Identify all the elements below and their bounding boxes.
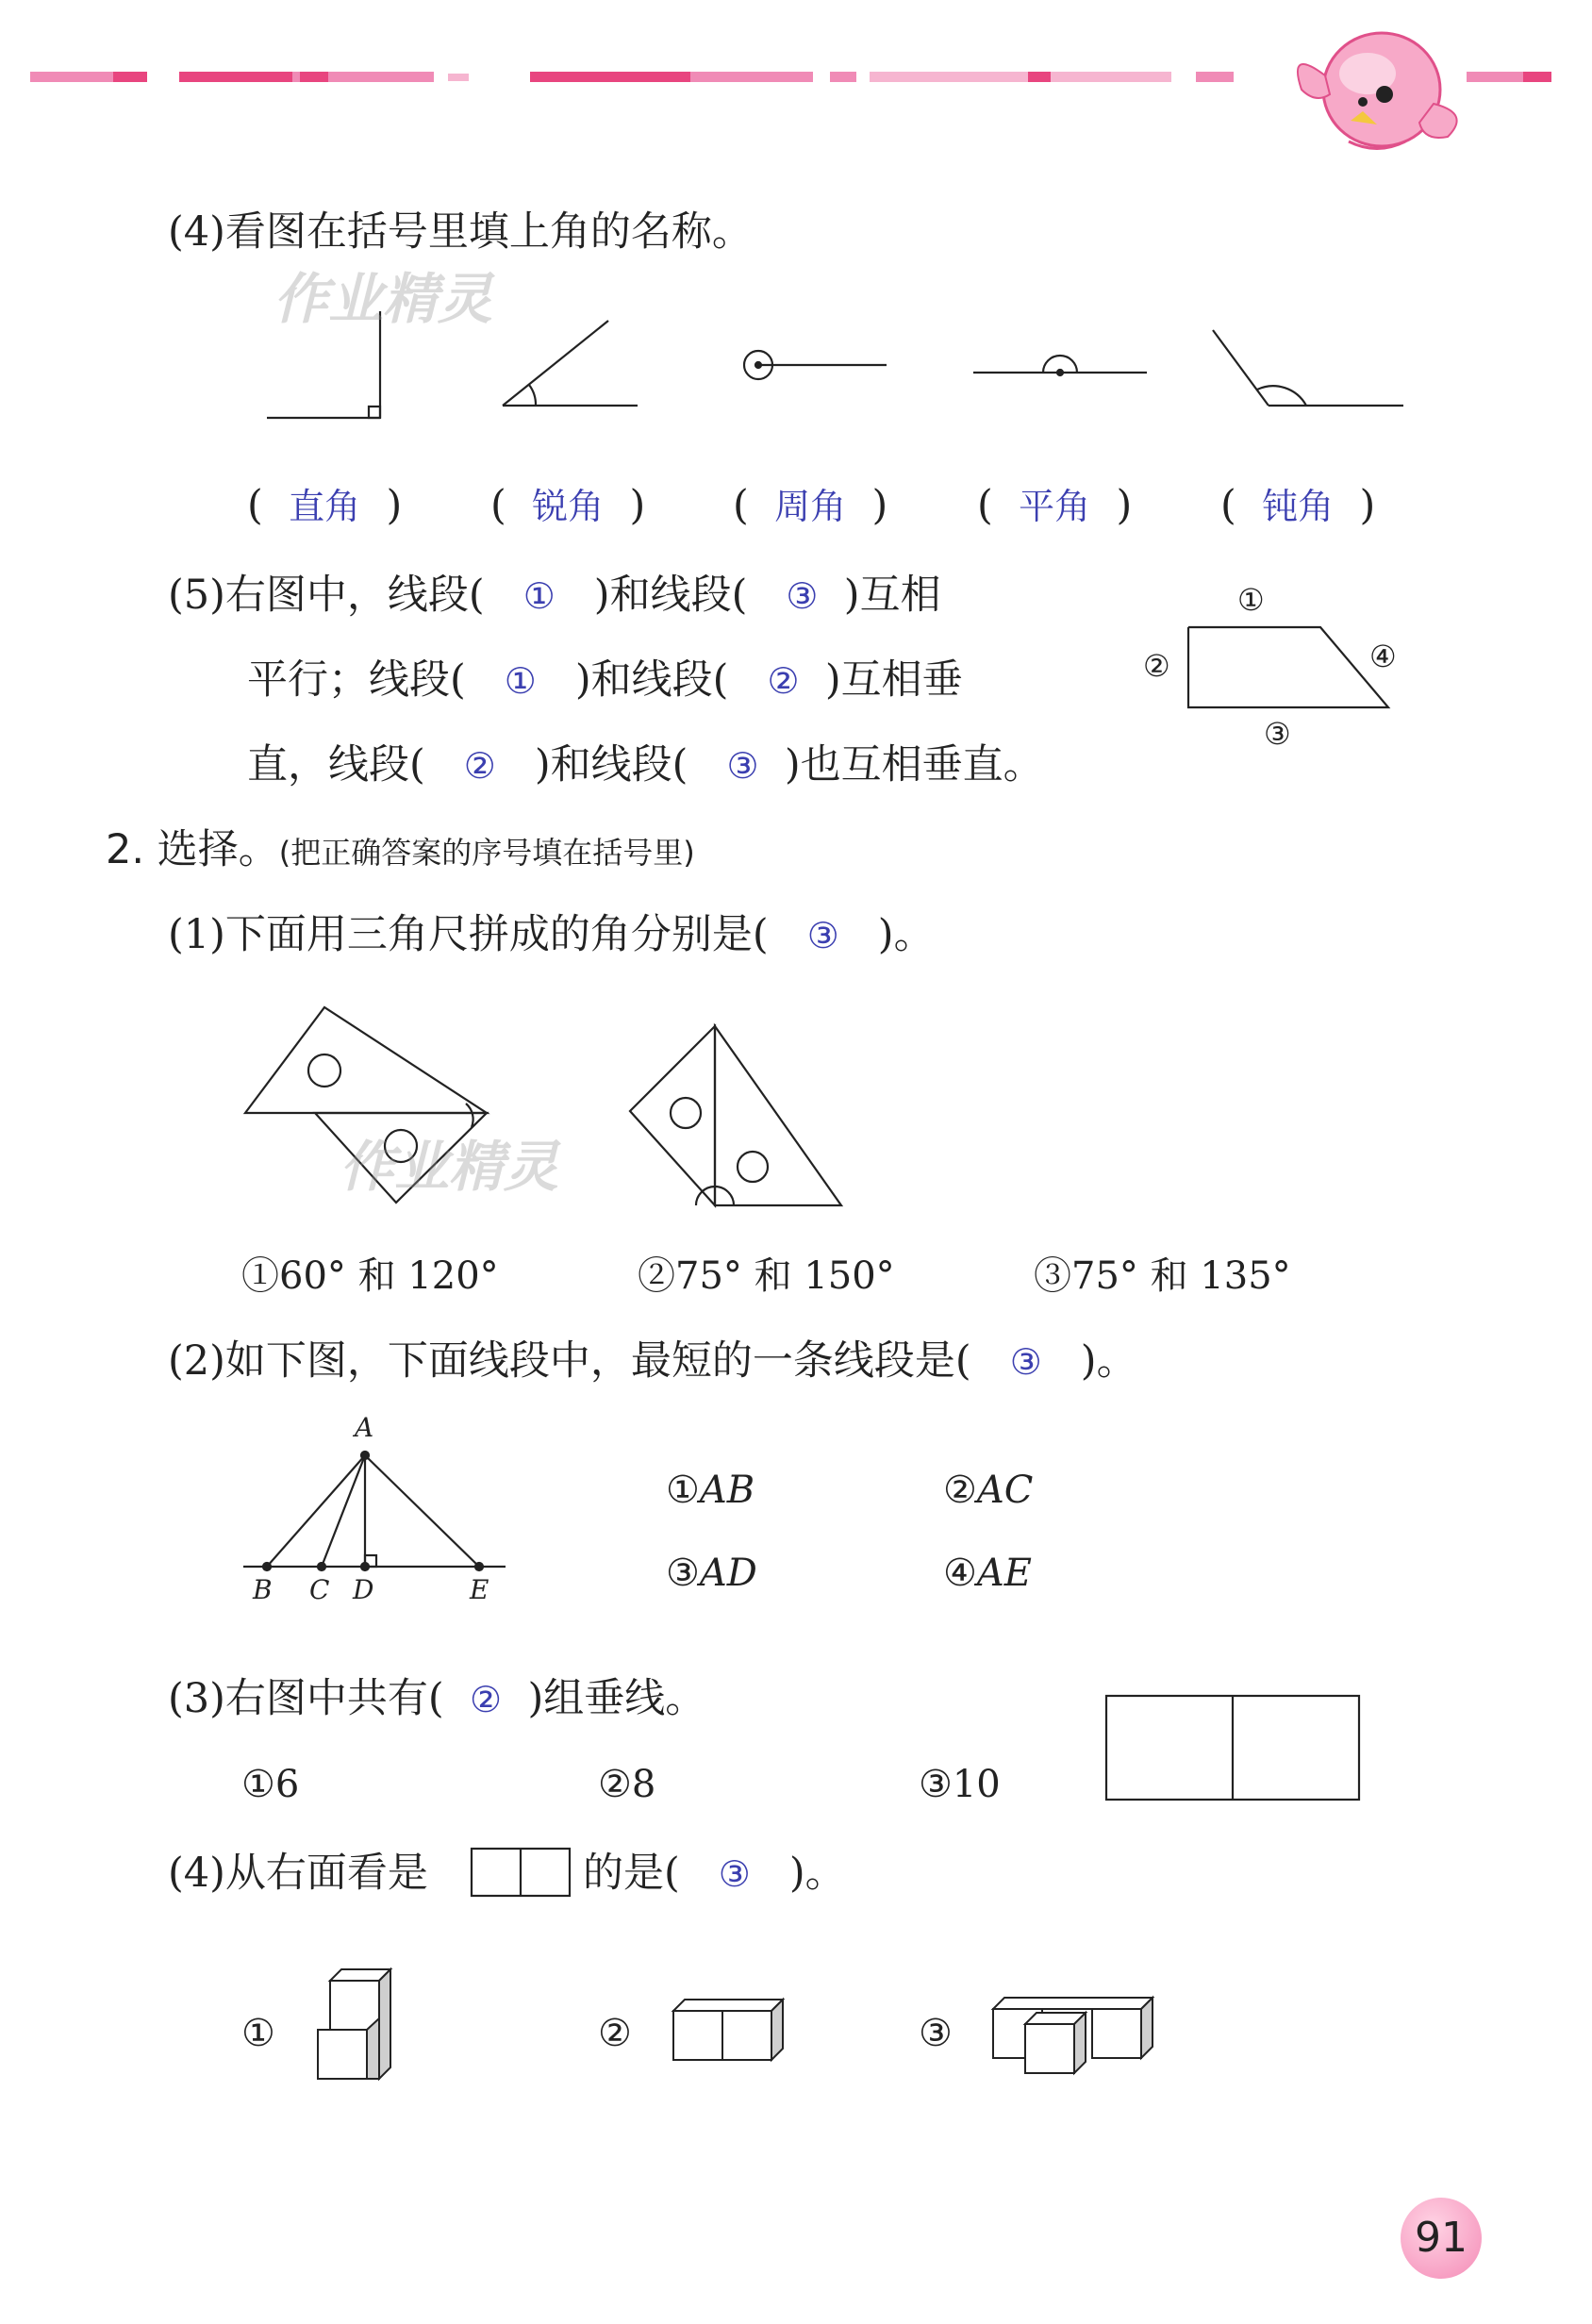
trapezoid-label-2: ②: [1143, 648, 1170, 684]
c2-option-4-num: ④: [943, 1552, 977, 1595]
c2-option-3-num: ③: [666, 1552, 700, 1595]
c2-option-2-seg: AC: [976, 1469, 1034, 1512]
q5-l2-a: 平行；线段(: [247, 656, 466, 704]
q5-l2-b: )和线段(: [574, 656, 729, 704]
bird-icon: [1298, 33, 1457, 149]
section2-number: 2.: [106, 826, 145, 873]
q5-l3-ans2: ③: [726, 745, 759, 787]
section2-header: [106, 826, 695, 873]
q5-l3-ans1: ②: [463, 745, 496, 787]
c4-option-1: ①: [241, 2012, 275, 2055]
c3-prompt-a: (3)右图中共有(: [168, 1675, 444, 1722]
q5-l3-c: )也互相垂直。: [784, 741, 1044, 788]
point-label-c: C: [309, 1574, 330, 1605]
acute-angle-figure: [503, 321, 638, 406]
c4-option-3: ③: [919, 2012, 953, 2055]
q4-answer-5-text: 钝角: [1262, 486, 1335, 527]
c1-option-2: ②75° 和 150°: [638, 1254, 895, 1298]
c3-prompt: [168, 1675, 706, 1722]
c2-option-1-seg: AB: [699, 1469, 755, 1512]
trapezoid-label-4: ④: [1369, 639, 1397, 674]
q4-answer-1: ( 直角 ): [247, 482, 403, 529]
c3-option-2: ②8: [598, 1763, 656, 1806]
q4-answer-2: ( 锐角 ): [490, 482, 646, 529]
c2-prompt: [168, 1337, 1137, 1385]
c3-answer: ②: [470, 1679, 503, 1720]
full-angle-figure: [744, 351, 887, 379]
obtuse-angle-figure: [1213, 330, 1403, 406]
q5-l1-ans1: ①: [522, 575, 556, 617]
q5-l1-ans2: ③: [786, 575, 819, 617]
c1-answer: ③: [806, 915, 839, 956]
straight-angle-figure: [973, 356, 1147, 375]
q4-answer-4-text: 平角: [1019, 486, 1091, 527]
rectangle-figure: [1106, 1696, 1359, 1800]
q4-prompt: (4)看图在括号里填上角的名称。: [168, 208, 753, 256]
q4-answer-1-text: 直角: [289, 486, 361, 527]
c2-option-4: [943, 1552, 1032, 1595]
point-label-e: E: [470, 1574, 489, 1605]
c3-option-3: ③10: [919, 1763, 1001, 1806]
q4-answer-5: ( 钝角 ): [1220, 482, 1376, 529]
c1-prompt-b: )。: [877, 911, 935, 958]
c3-option-1: ①6: [241, 1763, 300, 1806]
section2-note: (把正确答案的序号填在括号里): [278, 835, 695, 871]
point-label-d: D: [353, 1574, 374, 1605]
c2-option-3: [666, 1552, 757, 1595]
c2-option-4-seg: AE: [976, 1552, 1032, 1595]
c4-option-2: ②: [598, 2012, 632, 2055]
trapezoid-figure: [1188, 627, 1388, 707]
q5-l2-ans2: ②: [767, 660, 800, 702]
q5-l2-c: )互相垂: [824, 656, 963, 704]
c3-prompt-b: )组垂线。: [527, 1675, 706, 1722]
q5-l2-ans1: ①: [504, 660, 537, 702]
triangle-ruler-figure-2: [630, 1026, 841, 1205]
q5-l1-a: (5)右图中，线段(: [168, 572, 485, 619]
q5-l3-a: 直，线段(: [247, 741, 425, 788]
q5-l1-b: )和线段(: [593, 572, 748, 619]
q5-line-1: [168, 572, 941, 619]
q4-answer-3: ( 周角 ): [733, 482, 888, 529]
two-square-view-icon: [472, 1849, 570, 1896]
watermark-1: 作业精灵: [274, 267, 493, 331]
c2-prompt-b: )。: [1080, 1337, 1137, 1385]
point-label-b: B: [253, 1574, 273, 1605]
q5-l3-b: )和线段(: [534, 741, 688, 788]
cube-option-3: [993, 1998, 1153, 2073]
q5-line-2: [247, 656, 963, 704]
c1-option-1: ①60° 和 120°: [241, 1254, 499, 1298]
page-number: 91: [1401, 2198, 1482, 2279]
section2-title: 选择。: [157, 826, 279, 873]
c2-option-2-num: ②: [943, 1469, 977, 1512]
trapezoid-label-3: ③: [1264, 716, 1291, 752]
cube-option-2: [673, 2000, 783, 2060]
q4-answer-2-text: 锐角: [532, 486, 605, 527]
c4-prompt-c: )。: [788, 1850, 846, 1897]
c4-prompt-b: 的是(: [583, 1850, 680, 1897]
c4-answer: ③: [718, 1853, 751, 1895]
c2-answer: ③: [1009, 1341, 1042, 1383]
c2-option-1: [666, 1469, 755, 1512]
c2-option-2: [943, 1469, 1034, 1512]
c1-prompt-a: (1)下面用三角尺拼成的角分别是(: [168, 911, 769, 958]
q5-line-3: [247, 741, 1044, 788]
q4-answer-4: ( 平角 ): [977, 482, 1133, 529]
c2-option-3-seg: AD: [699, 1552, 757, 1595]
c1-option-3: ③75° 和 135°: [1034, 1254, 1291, 1298]
q4-answer-3-text: 周角: [774, 486, 847, 527]
point-label-a: A: [355, 1412, 374, 1443]
watermark-2: 作业精灵: [340, 1135, 559, 1199]
q5-l1-c: )互相: [843, 572, 941, 619]
c4-prompt-a: (4)从右面看是: [168, 1850, 428, 1897]
c2-option-1-num: ①: [666, 1469, 700, 1512]
trapezoid-label-1: ①: [1237, 582, 1265, 618]
c1-prompt: [168, 911, 935, 958]
segments-figure: [243, 1452, 506, 1570]
c4-prompt-rest: [583, 1850, 846, 1897]
cube-option-1: [318, 1969, 390, 2079]
c2-prompt-a: (2)如下图，下面线段中，最短的一条线段是(: [168, 1337, 971, 1385]
